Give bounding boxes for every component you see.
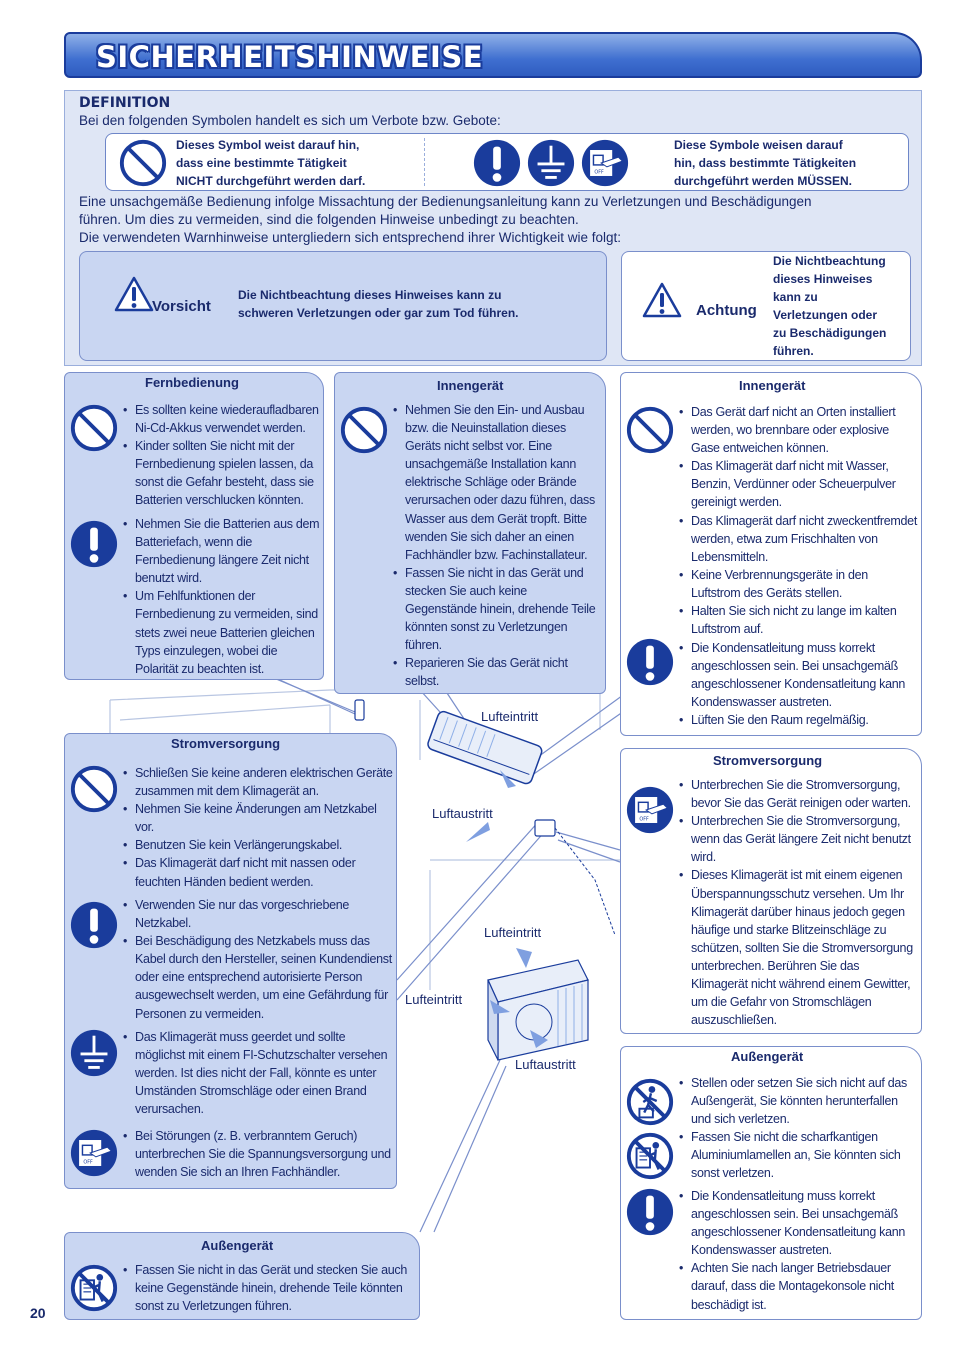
section-fernbedienung bbox=[64, 372, 324, 680]
list-item: • Stellen oder setzen Sie sich nicht auf das Außengerät, Sie könnten herunterfallen und sich verletzen. bbox=[679, 1074, 919, 1128]
ground-list bbox=[123, 1028, 395, 1118]
mandatory-icon bbox=[69, 519, 119, 569]
list-item: • Bei Beschädigung des Netzkabels muss das Kabel durch den Hersteller, seinen Kundendienst oder eine entsprechend autorisierte Person ausgewechselt werden, um eine Gefährdung für Personen zu vermeiden. bbox=[123, 932, 395, 1022]
label-lufteintritt: Lufteintritt bbox=[405, 992, 463, 1007]
section-stromversorgung-anschluss bbox=[64, 733, 397, 1189]
mandatory-icon bbox=[69, 900, 119, 950]
list-item: • Lüften Sie den Raum regelmäßig. bbox=[679, 711, 919, 729]
list-item: • Die Kondensatleitung muss korrekt angeschlossen sein. Bei unsachgemäß angeschlossener Kondensatleitung kann Kondenswasser austreten. bbox=[679, 1187, 919, 1259]
unplug-list bbox=[679, 776, 919, 1029]
label-lufteintritt: Lufteintritt bbox=[484, 925, 542, 940]
prohibit-description: Dieses Symbol weist darauf hin, dass eine bestimmte Tätigkeit NICHT durchgeführt werden darf. bbox=[176, 138, 366, 188]
list-item: • Unterbrechen Sie die Stromversorgung, bevor Sie das Gerät reinigen oder warten. bbox=[679, 776, 919, 812]
section-title: Außengerät bbox=[201, 1238, 274, 1253]
section-stromversorgung-trennen bbox=[620, 748, 922, 1034]
prohibit-icon bbox=[339, 405, 389, 455]
list-item: • Achten Sie nach langer Betriebsdauer darauf, dass die Montagekonsole nicht beschädigt ist. bbox=[679, 1259, 919, 1313]
no-touch-icon bbox=[625, 1131, 675, 1181]
section-title: Fernbedienung bbox=[145, 375, 239, 390]
prohibit-list bbox=[123, 764, 395, 891]
list-item: • Benutzen Sie kein Verlängerungskabel. bbox=[123, 836, 395, 854]
page-title: SICHERHEITSHINWEISE bbox=[96, 40, 484, 74]
vorsicht-text: Die Nichtbeachtung dieses Hinweises kann zu schweren Verletzungen oder gar zum Tod führen. bbox=[238, 288, 519, 320]
unplug-icon bbox=[69, 1128, 119, 1178]
list-item: • Fassen Sie nicht die scharfkantigen Aluminiumlamellen an, Sie könnten sich sonst verletzen. bbox=[679, 1128, 919, 1182]
list-item: • Das Klimagerät darf nicht zweckentfremdet werden, etwa zum Frischhalten von Lebensmitteln. bbox=[679, 512, 919, 566]
list-item: • Dieses Klimagerät ist mit einem eigenen Überspannungsschutz versehen. Um Ihr Klimagerät darüber hinaus jedoch gegen häufige und starke Blitzeinschläge zu schützen, sollten Sie die Stromversorgung unterbrechen. Berühren Sie das Klimagerät nicht während einem Gewitter, um die Gefahr von Stromschlägen auszuschließen. bbox=[679, 866, 919, 1029]
label-luftaustritt: Luftaustritt bbox=[432, 806, 493, 821]
list-item: • Unterbrechen Sie die Stromversorgung, wenn das Gerät längere Zeit nicht benutzt wird. bbox=[679, 812, 919, 866]
list-item: • Es sollten keine wiederaufladbaren Ni-Cd-Akkus verwendet werden. bbox=[123, 401, 323, 437]
prohibit-icon bbox=[625, 405, 675, 455]
unplug-icon bbox=[625, 785, 675, 835]
no-touch-icon bbox=[69, 1263, 119, 1313]
list-item: • Halten Sie sich nicht zu lange im kalten Luftstrom auf. bbox=[679, 602, 919, 638]
prohibit-list bbox=[393, 401, 599, 691]
definition-intro: Bei den folgenden Symbolen handelt es sich um Verbote bzw. Gebote: bbox=[79, 113, 501, 128]
label-lufteintritt: Lufteintritt bbox=[481, 709, 539, 724]
no-standing-icon bbox=[625, 1077, 675, 1127]
section-title: Außengerät bbox=[731, 1049, 804, 1064]
list-item: • Keine Verbrennungsgeräte in den Luftstrom des Geräts stellen. bbox=[679, 566, 919, 602]
prohibit-list bbox=[679, 1074, 919, 1183]
list-item: • Das Klimagerät darf nicht mit nassen oder feuchten Händen bedient werden. bbox=[123, 854, 395, 890]
mandatory-list bbox=[123, 515, 323, 678]
prohibit-list bbox=[123, 401, 323, 510]
mandatory-list bbox=[123, 896, 395, 1023]
list-item: • Nehmen Sie den Ein- und Ausbau bzw. die Neuinstallation dieses Geräts nicht selbst vor. Eine unsachgemäße Installation kann elektrische Schläge oder Brände verursachen oder dazu führen, dass Wasser aus dem Gerät tropft. Bitte wenden Sie sich daher an einen Fachhändler bzw. Fachinstallateur. bbox=[393, 401, 599, 564]
achtung-text: Die Nichtbeachtung dieses Hinweises kann zu Verletzungen oder zu Beschädigungen führen. bbox=[773, 254, 887, 358]
vorsicht-label: Vorsicht bbox=[152, 298, 211, 315]
list-item: • Nehmen Sie keine Änderungen am Netzkabel vor. bbox=[123, 800, 395, 836]
label-luftaustritt: Luftaustritt bbox=[515, 1057, 576, 1072]
list-item: • Das Klimagerät muss geerdet und sollte möglichst mit einem FI-Schutzschalter versehen werden. Ist dies nicht der Fall, könnte es unter Umständen Stromschläge oder einen Brand verursachen. bbox=[123, 1028, 395, 1118]
mandatory-list bbox=[679, 639, 919, 729]
list-item: • Bei Störungen (z. B. verbranntem Geruch) unterbrechen Sie die Spannungsversorgung und wenden Sie sich an Ihren Fachhändler. bbox=[123, 1127, 395, 1181]
list-item: • Verwenden Sie nur das vorgeschriebene Netzkabel. bbox=[123, 896, 395, 932]
prohibit-icon bbox=[69, 764, 119, 814]
mandatory-list bbox=[679, 1187, 919, 1314]
prohibit-list bbox=[679, 403, 919, 638]
mandatory-description: Diese Symbole weisen darauf hin, dass bestimmte Tätigkeiten durchgeführt werden MÜSSEN. bbox=[674, 138, 857, 188]
section-aussengeraet-beruehrung bbox=[64, 1232, 420, 1320]
section-innengeraet-installation bbox=[334, 372, 606, 694]
prohibit-icon bbox=[69, 403, 119, 453]
list-item: • Kinder sollten Sie nicht mit der Fernbedienung spielen lassen, da sonst die Gefahr besteht, dass sie Batterien verschlucken könnten. bbox=[123, 437, 323, 509]
section-title: Innengerät bbox=[739, 378, 806, 393]
unplug-list bbox=[123, 1127, 395, 1181]
ground-icon bbox=[69, 1028, 119, 1078]
prohibit-list bbox=[123, 1261, 417, 1315]
section-aussengeraet-betrieb bbox=[620, 1046, 922, 1320]
section-title: Stromversorgung bbox=[713, 753, 823, 768]
list-item: • Reparieren Sie das Gerät nicht selbst. bbox=[393, 654, 599, 690]
section-title: Stromversorgung bbox=[171, 736, 281, 751]
list-item: • Schließen Sie keine anderen elektrischen Geräte zusammen mit dem Klimagerät an. bbox=[123, 764, 395, 800]
list-item: • Um Fehlfunktionen der Fernbedienung zu vermeiden, sind stets zwei neue Batterien gleichen Typs einzulegen, wobei die Polarität zu beachten ist. bbox=[123, 587, 323, 677]
list-item: • Das Gerät darf nicht an Orten installiert werden, wo brennbare oder explosive Gase entweichen können. bbox=[679, 403, 919, 457]
page-number: 20 bbox=[30, 1305, 46, 1321]
list-item: • Die Kondensatleitung muss korrekt angeschlossen sein. Bei unsachgemäß angeschlossener Kondensatleitung kann Kondenswasser austreten. bbox=[679, 639, 919, 711]
achtung-label: Achtung bbox=[696, 302, 757, 319]
definition-body: Eine unsachgemäße Bedienung infolge Missachtung der Bedienungsanleitung kann zu Verletzungen und Beschädigungen führen. Um dies zu vermeiden, sind die folgenden Hinweise unbedingt zu beachten. Die verwendeten Warnhinweise untergliedern sich entsprechend ihrer Wichtigkeit wie folgt: bbox=[79, 194, 812, 245]
definition-title: DEFINITION bbox=[79, 95, 171, 111]
list-item: • Fassen Sie nicht in das Gerät und stecken Sie auch keine Gegenstände hinein, drehende Teile könnten sonst zu Verletzungen führen. bbox=[123, 1261, 417, 1315]
list-item: • Das Klimagerät darf nicht mit Wasser, Benzin, Verdünner oder Scheuerpulver gereinigt werden. bbox=[679, 457, 919, 511]
section-title: Innengerät bbox=[437, 378, 504, 393]
section-innengeraet-betrieb bbox=[620, 372, 922, 736]
mandatory-icon bbox=[625, 637, 675, 687]
mandatory-icon bbox=[625, 1187, 675, 1237]
list-item: • Fassen Sie nicht in das Gerät und stecken Sie auch keine Gegenstände hinein, drehende Teile könnten sonst zu Verletzungen führen. bbox=[393, 564, 599, 654]
list-item: • Nehmen Sie die Batterien aus dem Batteriefach, wenn die Fernbedienung längere Zeit nicht benutzt wird. bbox=[123, 515, 323, 587]
